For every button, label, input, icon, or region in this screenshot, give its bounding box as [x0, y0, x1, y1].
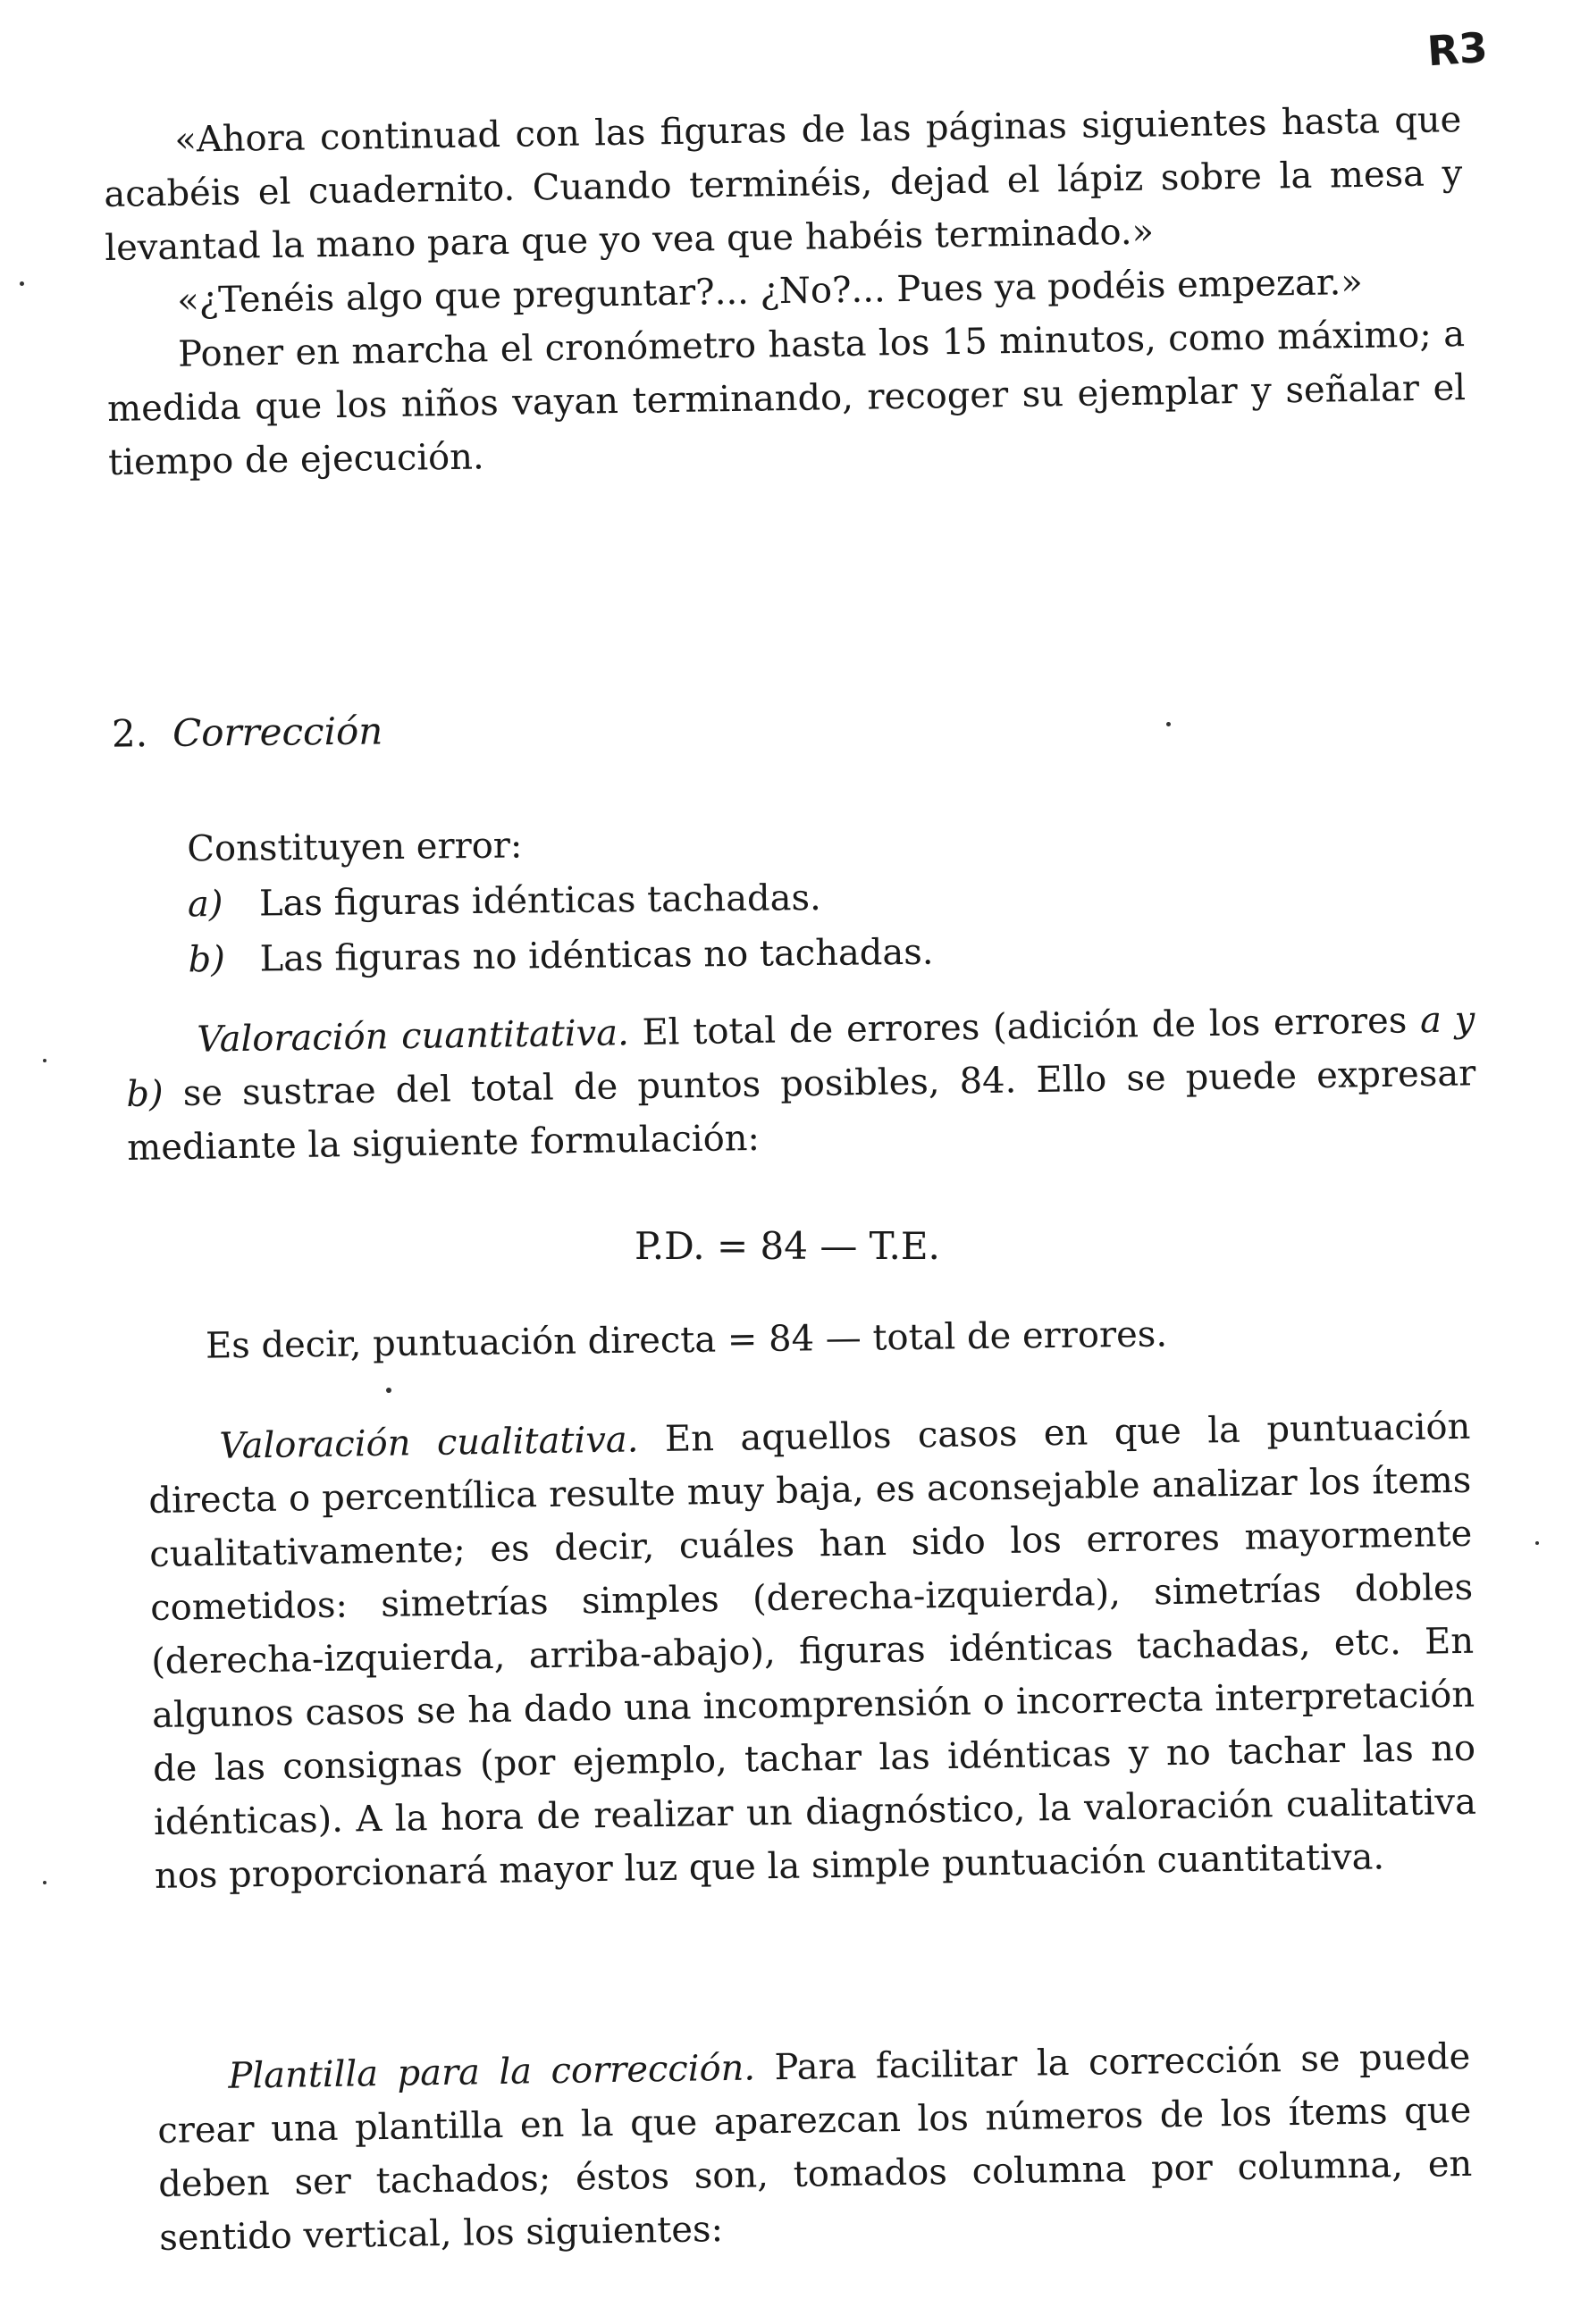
template-text: Para facilitar la corrección se puede crear una plantilla en la que aparezcan los números de los ítems que deben ser tachados; éstos son, tomados columna por columna, en sentido vertical, los siguientes:	[157, 2035, 1473, 2259]
quantitative-text-2: se sustrae del total de puntos posibles, 84. Ello se puede expresar mediante la siguiente formulación:	[126, 1053, 1476, 1169]
template-label: Plantilla para la corrección.	[228, 2047, 756, 2097]
error-item-letter: b)	[188, 938, 226, 981]
formula: P.D. = 84 — T.E.	[635, 1224, 940, 1268]
scan-speck	[43, 1881, 46, 1884]
intro-paragraph-2: «¿Tenéis algo que preguntar?... ¿No?... Pues ya podéis empezar.»	[176, 261, 1364, 322]
scan-speck	[1535, 1541, 1539, 1545]
section-number: 2.	[111, 711, 148, 756]
quantitative-label: Valoración cuantitativa.	[197, 1012, 630, 1061]
qualitative-paragraph	[147, 1400, 1477, 1903]
intro-block	[103, 93, 1467, 490]
corner-handwritten-mark: R3	[1425, 22, 1489, 76]
intro-paragraph-3: Poner en marcha el cronómetro hasta los 15 minutos, como máximo; a medida que los niños vayan terminando, recoger su ejemplar y señalar el tiempo de ejecución.	[106, 314, 1467, 483]
quantitative-block	[125, 993, 1477, 1175]
scan-speck	[386, 1388, 391, 1393]
qualitative-label: Valoración cualitativa.	[219, 1419, 639, 1467]
quantitative-text-1: El total de errores (adición de los errores	[628, 1000, 1421, 1054]
error-item-text: Las figuras idénticas tachadas.	[258, 877, 821, 925]
error-list-heading: Constituyen error:	[187, 825, 523, 870]
error-list	[187, 814, 934, 988]
section-heading	[112, 704, 383, 760]
qualitative-text: En aquellos casos en que la puntuación directa o percentílica resulte muy baja, es aconsejable analizar los ítems cualitativamente; es decir, cuáles han sido los errores mayormente cometidos: simetrías simples (derecha-izquierda), simetrías dobles (derecha-izquierda, arriba-abajo), figuras idénticas tachadas, etc. En algunos casos se ha dado una incomprensión o incorrecta interpretación de las consignas (por ejemplo, tachar las idénticas y no tachar las no idénticas). A la hora de realizar un diagnóstico, la valoración cualitativa nos proporcionará mayor luz que la simple puntuación cuantitativa.	[148, 1405, 1477, 1897]
section-title: Corrección	[172, 709, 383, 755]
error-item-text: Las figuras no idénticas no tachadas.	[259, 931, 934, 980]
scan-speck	[1166, 722, 1171, 726]
intro-paragraph-1: «Ahora continuad con las figuras de las páginas siguientes hasta que acabéis el cuadernito. Cuando terminéis, dejad el lápiz sobre la mesa y levantad la mano para que yo vea que habéis terminado.»	[104, 99, 1463, 269]
formula-explanation: Es decir, puntuación directa = 84 — total de errores.	[205, 1313, 1168, 1367]
error-item-b	[188, 925, 933, 988]
template-block	[156, 2030, 1474, 2265]
error-item-a	[188, 869, 933, 933]
scan-speck	[20, 281, 24, 286]
quantitative-paragraph	[125, 993, 1477, 1175]
quantitative-italic-ab: a y b)	[126, 999, 1475, 1115]
scan-speck	[43, 1059, 46, 1062]
qualitative-block	[147, 1400, 1477, 1903]
template-paragraph	[156, 2030, 1474, 2265]
error-item-letter: a)	[187, 883, 223, 926]
